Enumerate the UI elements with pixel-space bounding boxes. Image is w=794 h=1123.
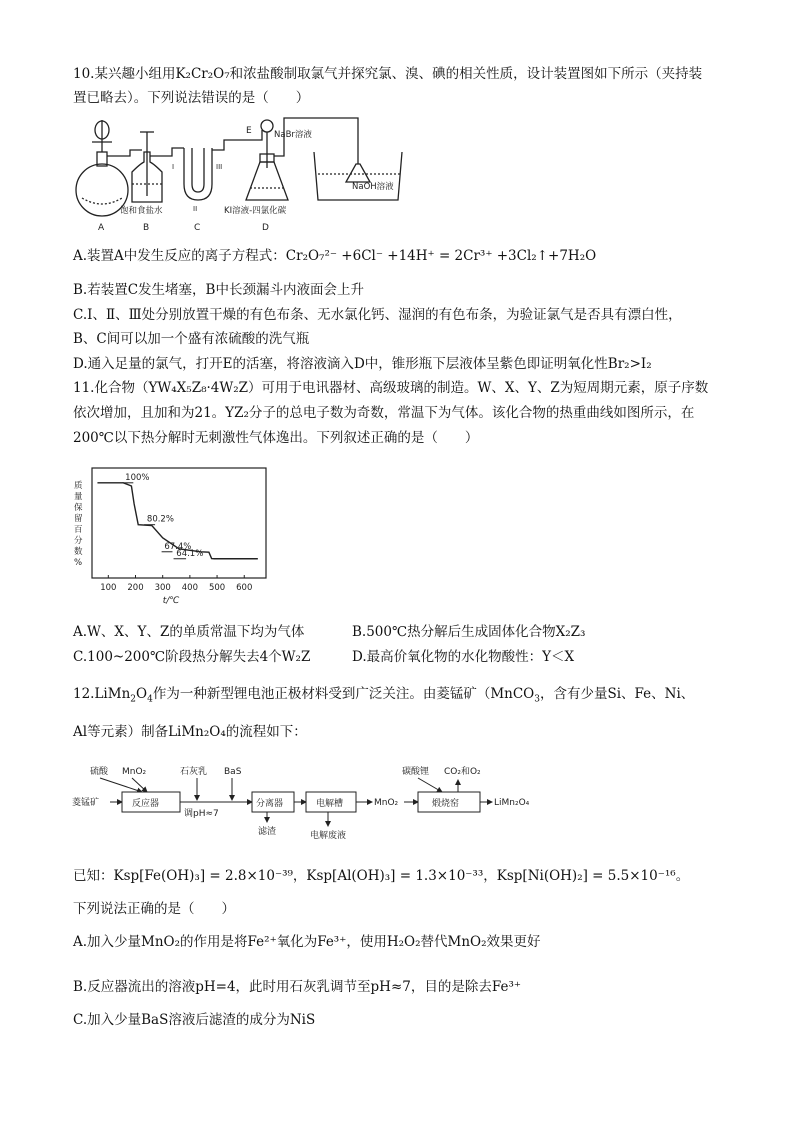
q10-option-d: D.通入足量的氯气，打开E的活塞，将溶液滴入D中，锥形瓶下层液体呈紫色即证明氧化性Br₂>I₂ (73, 356, 652, 372)
flow-reactor-label: 反应器 (132, 799, 160, 809)
q12-option-b: B.反应器流出的溶液pH=4，此时用石灰乳调节至pH≈7，目的是除去Fe³⁺ (73, 979, 521, 995)
q12-stem-part1: 12.LiMn (73, 686, 131, 702)
x-tick-label-600: 600 (236, 583, 253, 593)
chart-y-axis-label (74, 480, 83, 568)
q12-ksp-ni: Ksp[Ni(OH)₂] = 5.5×10⁻¹⁶ (496, 868, 676, 884)
q10-option-a (73, 246, 596, 266)
label-D: D (262, 223, 269, 233)
flow-waste: 电解废液 (310, 831, 347, 841)
q11-option-d: D.最高价氧化物的水化物酸性：Y＜X (352, 649, 575, 665)
flow-sulfuric-acid: 硫酸 (90, 767, 109, 777)
q11-option-a: A.W、X、Y、Z的单质常温下均为气体 (73, 624, 305, 640)
label-NaBr-solution: NaBr溶液 (274, 130, 312, 140)
q12-ksp-fe: Ksp[Fe(OH)₃] = 2.8×10⁻³⁹ (113, 868, 293, 884)
q12-known-ksp: 已知：Ksp[Fe(OH)₃] = 2.8×10⁻³⁹，Ksp[Al(OH)₃] = 1.3×10⁻³³，Ksp[Ni(OH)₂] = 5.5×10⁻¹⁶。 (73, 868, 690, 884)
q12-stem-part2: O (136, 686, 148, 702)
flow-li2co3: 碳酸锂 (402, 767, 430, 777)
q12-sub-2: 2 (130, 694, 137, 705)
flow-electrolyzer-label: 电解槽 (316, 799, 344, 809)
q12-stem-line1 (73, 684, 694, 704)
flow-residue: 滤渣 (258, 827, 277, 837)
q12-process-flow-diagram (72, 760, 552, 848)
x-tick-label-200: 200 (127, 583, 144, 593)
q11-stem-line2: 依次增加，且加和为21。YZ₂分子的总电子数为奇数，常温下为气体。该化合物的热重曲线如图所示，在 (73, 405, 695, 421)
q11-stem-line1: 11.化合物（YW₄X₅Z₈·4W₂Z）可用于电讯器材、高级玻璃的制造。W、X、Y、Z为短周期元素，原子序数 (73, 380, 709, 396)
q10-option-a-equation: Cr₂O₇²⁻ +6Cl⁻ +14H⁺ = 2Cr³⁺ +3Cl₂↑+7H₂O (285, 248, 597, 264)
label-E: E (246, 126, 252, 136)
flow-mno2-reagent: MnO₂ (122, 767, 147, 777)
label-NaOH-solution: NaOH溶液 (352, 182, 394, 192)
chart-annotations (122, 473, 203, 559)
q12-stem-line2: Al等元素）制备LiMn₂O₄的流程如下： (73, 724, 307, 740)
annotation-label-1: 80.2% (146, 514, 174, 525)
apparatus-C-u-tube (184, 148, 212, 200)
apparatus-A-flask (76, 120, 128, 216)
flow-lime-milk: 石灰乳 (180, 767, 208, 777)
q11-thermogravimetric-chart (68, 460, 278, 610)
label-III: III (216, 163, 223, 171)
annotation-label-3: 64.1% (176, 548, 204, 559)
flow-product: LiMn₂O₄ (494, 798, 530, 808)
flow-adjust-ph: 调pH≈7 (184, 809, 219, 819)
flow-mno2-product: MnO₂ (374, 798, 399, 808)
label-C: C (194, 223, 201, 233)
q10-stem-line1: 10.某兴趣小组用K₂Cr₂O₇和浓盐酸制取氯气并探究氯、溴、碘的相关性质，设计装置图如下所示（夹持装 (73, 66, 703, 82)
x-tick-label-300: 300 (154, 583, 171, 593)
annotation-label-0: 100% (125, 472, 150, 483)
q11-option-b: B.500℃热分解后生成固体化合物X₂Z₃ (352, 624, 586, 640)
label-I: I (172, 163, 175, 171)
chart-x-axis-label: t/℃ (162, 596, 180, 606)
annotation-label-2: 67.4% (164, 541, 192, 552)
q12-sub-3: 3 (534, 694, 540, 705)
q12-sub-4: 4 (147, 694, 153, 705)
label-B: B (143, 223, 150, 233)
flow-bas: BaS (224, 767, 242, 777)
flow-ore: 菱锰矿 (72, 798, 100, 808)
q12-stem-question: 下列说法正确的是（ ） (73, 901, 235, 917)
label-II: II (193, 205, 198, 213)
q10-option-c-line2: B、C间可以加一个盛有浓硫酸的洗气瓶 (73, 331, 310, 347)
apparatus-B-bottle (132, 132, 162, 202)
q11-stem-line3: 200℃以下热分解时无刺激性气体逸出。下列叙述正确的是（ ） (73, 430, 479, 446)
q12-stem-part4: ，含有少量Si、Fe、Ni、 (539, 686, 695, 702)
q11-option-c: C.100~200℃阶段热分解失去4个W₂Z (73, 649, 311, 665)
flow-gases: CO₂和O₂ (444, 767, 481, 777)
x-tick-label-500: 500 (208, 583, 226, 593)
q12-option-a: A.加入少量MnO₂的作用是将Fe²⁺氧化为Fe³⁺，使用H₂O₂替代MnO₂效果更好 (73, 934, 541, 950)
q10-option-b: B.若装置C发生堵塞，B中长颈漏斗内液面会上升 (73, 282, 364, 298)
q10-option-a-prefix: A.装置A中发生反应的离子方程式： (73, 248, 286, 264)
q10-option-c-line1: C.Ⅰ、Ⅱ、Ⅲ处分别放置干燥的有色布条、无水氯化钙、湿润的有色布条，为验证氯气是否具有漂白性， (73, 307, 682, 323)
flow-separator-label: 分离器 (256, 799, 284, 809)
q12-stem-part3: 作为一种新型锂电池正极材料受到广泛关注。由菱锰矿（MnCO (152, 686, 535, 702)
q12-known-prefix: 已知： (73, 868, 114, 884)
label-D-solution: KI溶液-四氯化碳 (224, 206, 287, 216)
chart-plot-frame (92, 468, 266, 578)
flow-furnace-label: 煅烧窑 (432, 799, 460, 809)
x-tick-label-100: 100 (100, 583, 117, 593)
label-B-solution: 饱和食盐水 (120, 206, 163, 216)
chart-y-axis-label-text: 质量保留百分数% (74, 481, 83, 568)
q10-apparatus-diagram (72, 112, 412, 234)
x-tick-label-400: 400 (181, 583, 198, 593)
q12-ksp-al: Ksp[Al(OH)₃] = 1.3×10⁻³³ (306, 868, 484, 884)
q12-option-c: C.加入少量BaS溶液后滤渣的成分为NiS (73, 1012, 316, 1028)
label-A: A (98, 223, 105, 233)
q10-stem-line2: 置已略去）。下列说法错误的是（ ） (73, 90, 310, 106)
